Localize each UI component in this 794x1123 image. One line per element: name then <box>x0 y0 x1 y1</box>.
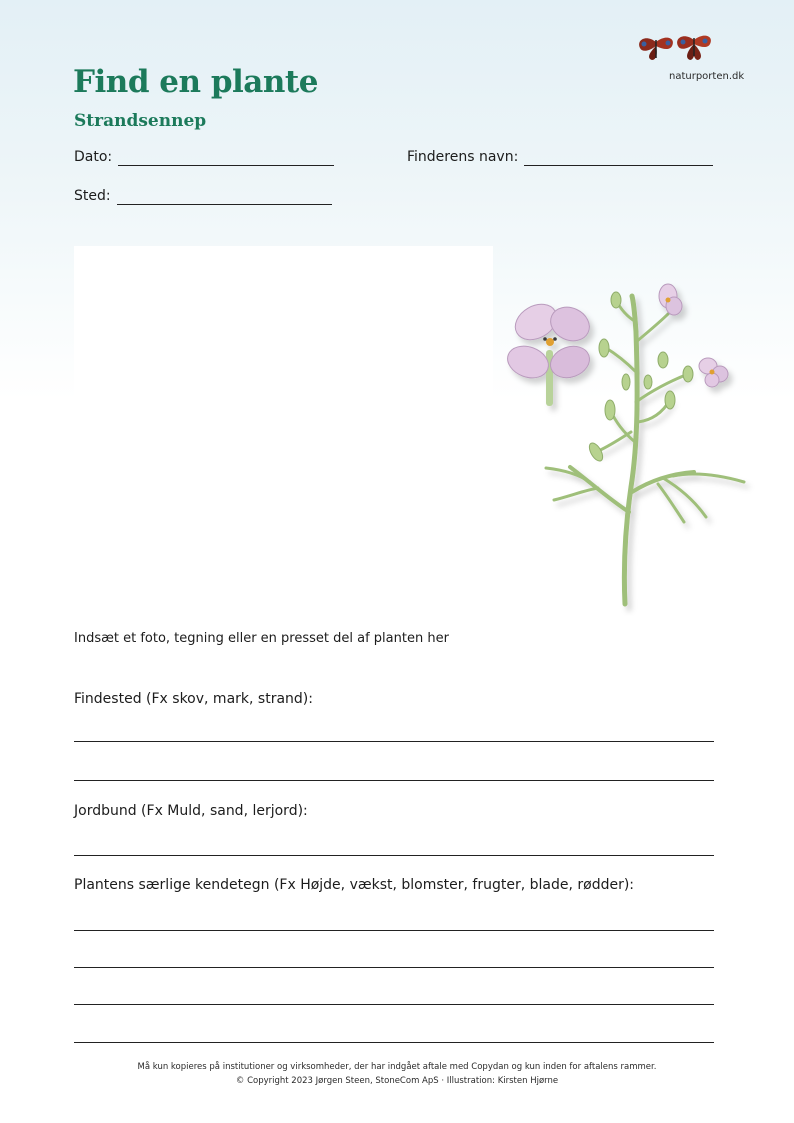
answer-line[interactable] <box>74 1042 714 1043</box>
date-label: Dato: <box>74 149 113 165</box>
date-field[interactable] <box>118 165 334 166</box>
place-field[interactable] <box>117 204 332 205</box>
finder-name-label: Finderens navn: <box>407 149 519 165</box>
answer-line[interactable] <box>74 1004 714 1005</box>
page-subtitle: Strandsennep <box>74 111 207 131</box>
sea-rocket-flower-illustration <box>498 282 764 616</box>
answer-line[interactable] <box>74 780 714 781</box>
question-label: Jordbund (Fx Muld, sand, lerjord): <box>74 803 308 819</box>
answer-line[interactable] <box>74 741 714 742</box>
butterfly-icon <box>636 26 716 66</box>
finder-name-field[interactable] <box>524 165 713 166</box>
answer-line[interactable] <box>74 967 714 968</box>
question-label: Findested (Fx skov, mark, strand): <box>74 691 313 707</box>
answer-line[interactable] <box>74 855 714 856</box>
page-title: Find en plante <box>73 64 318 100</box>
site-name: naturporten.dk <box>669 71 745 82</box>
photo-box-caption: Indsæt et foto, tegning eller en presset del af planten her <box>74 631 449 646</box>
footer-copyright: © Copyright 2023 Jørgen Steen, StoneCom ApS · Illustration: Kirsten Hjørne <box>235 1076 559 1086</box>
answer-line[interactable] <box>74 930 714 931</box>
photo-insert-box[interactable] <box>74 246 493 618</box>
place-label: Sted: <box>74 188 111 204</box>
question-label: Plantens særlige kendetegn (Fx Højde, vækst, blomster, frugter, blade, rødder): <box>74 877 635 893</box>
footer-copy-notice: Må kun kopieres på institutioner og virksomheder, der har indgået aftale med Copydan og kun inden for aftalens rammer. <box>137 1062 657 1072</box>
